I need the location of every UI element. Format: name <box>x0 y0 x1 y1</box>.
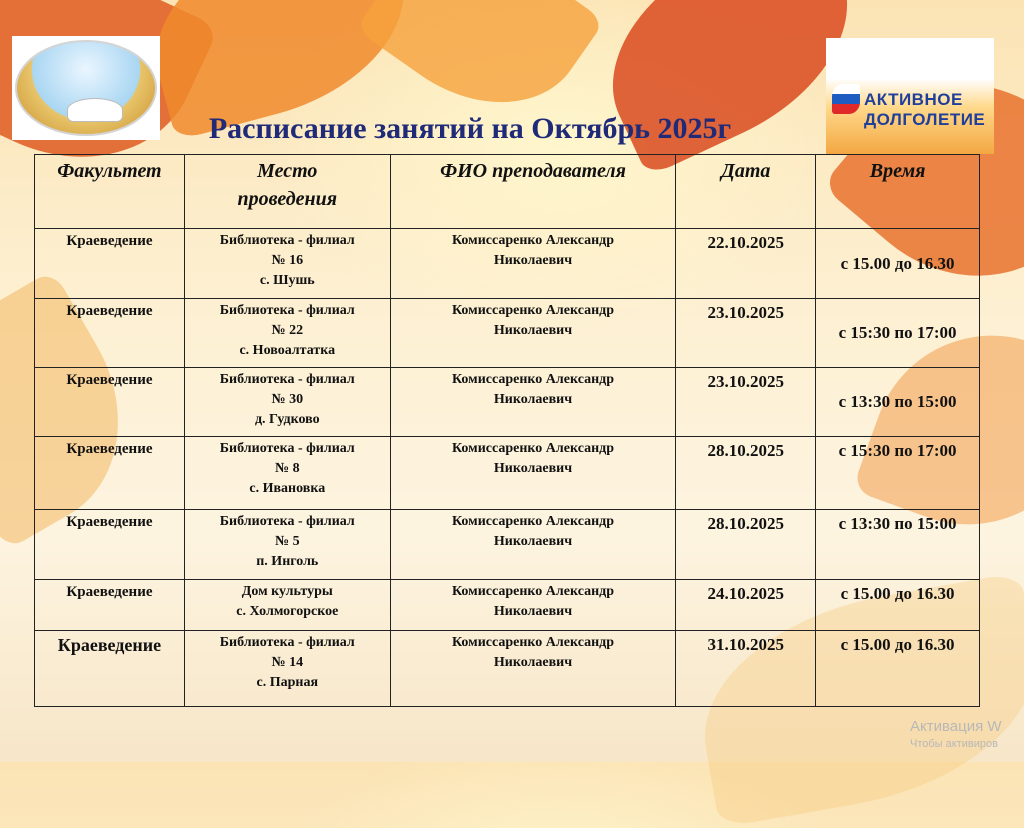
header-place-line2: проведения <box>237 188 338 210</box>
table-header-row <box>35 155 980 229</box>
time-text: с 13:30 по 15:00 <box>838 392 957 411</box>
logo-text-line2: ДОЛГОЛЕТИЕ <box>864 110 986 129</box>
cell-faculty: Краеведение <box>35 368 185 437</box>
teacher-line: Николаевич <box>493 392 573 407</box>
cell-faculty: Краеведение <box>35 299 185 368</box>
cell-time <box>816 510 980 580</box>
cell-date: 22.10.2025 <box>676 229 816 299</box>
table-row <box>35 510 980 580</box>
header-teacher: ФИО преподавателя <box>390 155 676 229</box>
cell-teacher <box>390 368 676 437</box>
cell-teacher <box>390 299 676 368</box>
time-text: с 15:30 по 17:00 <box>838 441 957 460</box>
schedule-table <box>34 154 980 707</box>
cell-place <box>184 368 390 437</box>
place-line: с. Холмогорское <box>236 604 339 619</box>
flag-icon <box>832 84 860 114</box>
place-line: Библиотека - филиал <box>219 514 355 529</box>
table-row <box>35 580 980 631</box>
place-line: № 16 <box>271 253 304 268</box>
cell-time <box>816 631 980 707</box>
header-faculty: Факультет <box>35 155 185 229</box>
cell-place <box>184 299 390 368</box>
cell-date: 23.10.2025 <box>676 299 816 368</box>
teacher-line: Комиссаренко Александр <box>451 372 615 387</box>
place-line: д. Гудково <box>254 412 320 427</box>
place-line: Библиотека - филиал <box>219 233 355 248</box>
cell-date: 28.10.2025 <box>676 510 816 580</box>
time-text: с 13:30 по 15:00 <box>838 514 957 533</box>
place-line: с. Ивановка <box>249 481 326 496</box>
place-line: Библиотека - филиал <box>219 372 355 387</box>
place-line: Библиотека - филиал <box>219 635 355 650</box>
place-line: № 30 <box>271 392 304 407</box>
place-line: с. Парная <box>256 675 319 690</box>
teacher-line: Николаевич <box>493 253 573 268</box>
header-place <box>184 155 390 229</box>
header-date: Дата <box>676 155 816 229</box>
time-text: с 15.00 до 16.30 <box>840 584 955 603</box>
cell-teacher <box>390 631 676 707</box>
cell-date: 28.10.2025 <box>676 437 816 510</box>
cell-place <box>184 631 390 707</box>
teacher-line: Комиссаренко Александр <box>451 514 615 529</box>
cell-faculty: Краеведение <box>35 510 185 580</box>
place-line: Библиотека - филиал <box>219 441 355 456</box>
cell-time <box>816 437 980 510</box>
cell-teacher <box>390 510 676 580</box>
cell-place <box>184 437 390 510</box>
cell-faculty: Краеведение <box>35 437 185 510</box>
teacher-line: Комиссаренко Александр <box>451 584 615 599</box>
cell-teacher <box>390 229 676 299</box>
watermark-line1: Активация W <box>910 718 1002 735</box>
place-line: п. Инголь <box>256 554 319 569</box>
teacher-line: Комиссаренко Александр <box>451 233 615 248</box>
cell-faculty: Краеведение <box>35 229 185 299</box>
table-row <box>35 229 980 299</box>
table-row <box>35 299 980 368</box>
place-line: Дом культуры <box>241 584 333 599</box>
cell-date: 31.10.2025 <box>676 631 816 707</box>
place-line: Библиотека - филиал <box>219 303 355 318</box>
time-text: с 15:30 по 17:00 <box>838 323 957 342</box>
cell-faculty: Краеведение <box>35 580 185 631</box>
cell-teacher <box>390 437 676 510</box>
cell-time <box>816 299 980 368</box>
page-title: Расписание занятий на Октябрь 2025г <box>208 112 732 145</box>
cell-place <box>184 510 390 580</box>
place-line: № 8 <box>275 461 300 476</box>
table-row <box>35 631 980 707</box>
cell-date: 23.10.2025 <box>676 368 816 437</box>
place-line: с. Шушь <box>259 273 315 288</box>
teacher-line: Николаевич <box>493 604 573 619</box>
cell-date: 24.10.2025 <box>676 580 816 631</box>
cell-place <box>184 229 390 299</box>
header-time: Время <box>816 155 980 229</box>
teacher-line: Комиссаренко Александр <box>451 635 615 650</box>
watermark-line2: Чтобы активиров <box>910 738 998 750</box>
place-line: № 22 <box>271 323 304 338</box>
teacher-line: Комиссаренко Александр <box>451 441 615 456</box>
teacher-line: Николаевич <box>493 323 573 338</box>
logo-text-line1: АКТИВНОЕ <box>864 90 963 109</box>
table-row <box>35 437 980 510</box>
activation-watermark <box>910 718 1002 750</box>
teacher-line: Комиссаренко Александр <box>451 303 615 318</box>
place-line: № 5 <box>275 534 300 549</box>
teacher-line: Николаевич <box>493 534 573 549</box>
teacher-line: Николаевич <box>493 461 573 476</box>
cell-place <box>184 580 390 631</box>
cell-time <box>816 580 980 631</box>
place-line: с. Новоалтатка <box>239 343 336 358</box>
table-row <box>35 368 980 437</box>
time-text: с 15.00 до 16.30 <box>840 253 955 273</box>
time-text: с 15.00 до 16.30 <box>840 635 955 654</box>
place-line: № 14 <box>271 655 304 670</box>
cell-time <box>816 229 980 299</box>
header-place-line1: Место <box>257 160 318 182</box>
cell-faculty: Краеведение <box>35 631 185 707</box>
cell-time <box>816 368 980 437</box>
cell-teacher <box>390 580 676 631</box>
teacher-line: Николаевич <box>493 655 573 670</box>
